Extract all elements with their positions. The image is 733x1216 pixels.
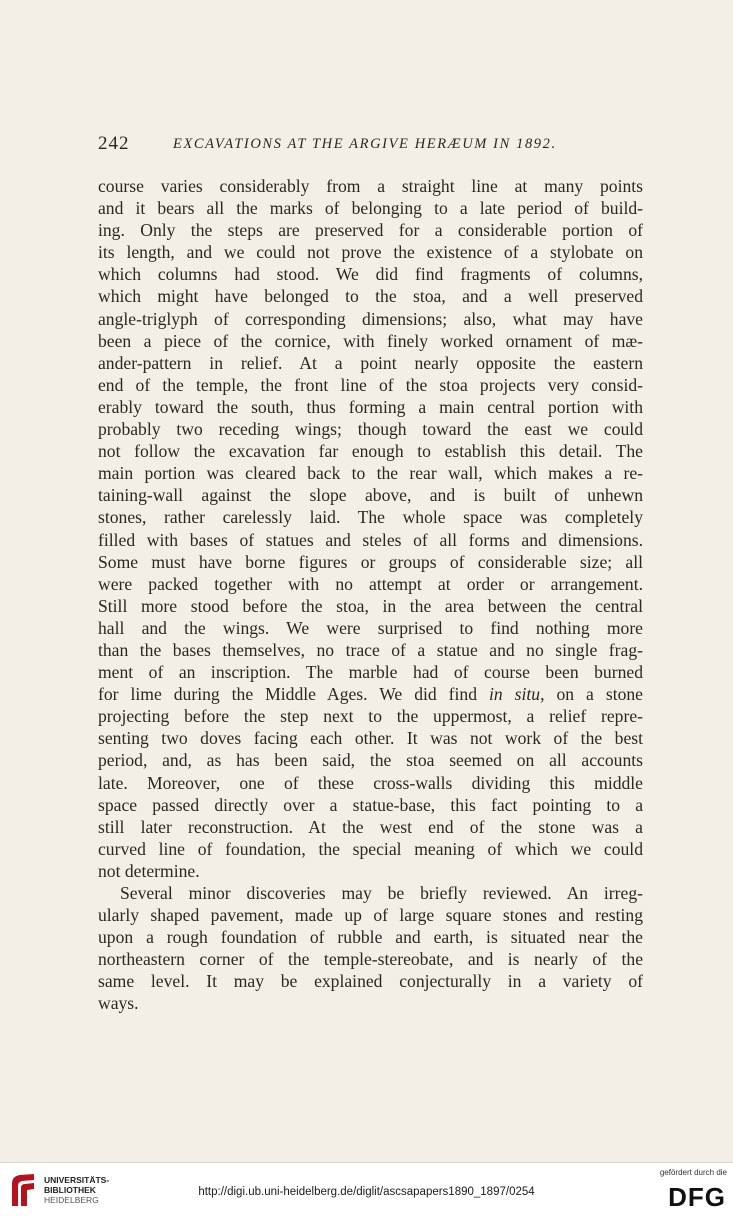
text-line: hall and the wings. We were surprised to find nothing more (98, 617, 643, 638)
text-line: not determine. (98, 860, 200, 881)
text-line: were packed together with no attempt at order or arrangement. (98, 573, 643, 594)
text-line: late. Moreover, one of these cross-walls dividing this middle (98, 772, 643, 793)
text-line: than the bases themselves, no trace of a statue and no single frag- (98, 639, 643, 660)
running-title: EXCAVATIONS AT THE ARGIVE HERÆUM IN 1892. (173, 136, 557, 152)
text-line: ander-pattern in relief. At a point nearly opposite the eastern (98, 352, 643, 373)
text-line: Several minor discoveries may be briefly reviewed. An irreg- (120, 883, 643, 903)
italic-term: in situ (489, 684, 541, 705)
funder-logo: DFG (668, 1182, 726, 1212)
text-line: ways. (98, 993, 139, 1014)
text-line: filled with bases of statues and steles of all forms and dimensions. (98, 529, 643, 550)
body-text (98, 175, 643, 1015)
text-line: and it bears all the marks of belonging to a late period of build- (98, 198, 643, 219)
library-name-line: BIBLIOTHEK (44, 1185, 96, 1195)
text-line: projecting before the step next to the uppermost, a relief repre- (98, 706, 643, 727)
text-line: course varies considerably from a straight line at many points (98, 176, 643, 196)
text-line: period, and, as has been said, the stoa seemed on all accounts (98, 750, 643, 771)
page-number: 242 (98, 133, 130, 154)
text-line: main portion was cleared back to the rear wall, which makes a re- (98, 463, 643, 484)
text-line: which columns had stood. We did find fragments of columns, (98, 264, 643, 285)
text-span: for lime during the Middle Ages. We did find (98, 684, 478, 705)
text-line: Still more stood before the stoa, in the area between the central (98, 595, 643, 616)
text-line: ularly shaped pavement, made up of large square stones and resting (98, 905, 643, 926)
text-line-in-situ (98, 683, 643, 705)
library-name-line: HEIDELBERG (44, 1195, 99, 1205)
text-line: end of the temple, the front line of the stoa projects very consid- (98, 374, 643, 395)
text-line: Some must have borne figures or groups of considerable size; all (98, 551, 643, 572)
funded-by-label: gefördert durch die (659, 1168, 727, 1177)
text-line: angle-triglyph of corresponding dimensions; also, what may have (98, 308, 643, 329)
text-line: not follow the excavation far enough to establish this detail. The (98, 441, 643, 462)
text-line: upon a rough foundation of rubble and earth, is situated near the (98, 927, 643, 948)
running-head (98, 133, 658, 157)
text-line: which might have belonged to the stoa, and a well preserved (98, 286, 643, 307)
text-line: space passed directly over a statue-base, this fact pointing to a (98, 794, 643, 815)
text-line: its length, and we could not prove the existence of a stylobate on (98, 242, 643, 263)
text-line: erably toward the south, thus forming a main central portion with (98, 396, 643, 417)
text-line: same level. It may be explained conjecturally in a variety of (98, 971, 643, 992)
text-line: stones, rather carelessly laid. The whole space was completely (98, 507, 643, 528)
library-name-line: UNIVERSITÄTS- (44, 1175, 110, 1185)
text-line: still later reconstruction. At the west end of the stone was a (98, 816, 643, 837)
text-line: probably two receding wings; though toward the east we could (98, 419, 643, 440)
text-line: been a piece of the cornice, with finely worked ornament of mæ- (98, 330, 643, 351)
text-line: ment of an inscription. The marble had of course been burned (98, 662, 643, 683)
text-line: northeastern corner of the temple-stereobate, and is nearly of the (98, 949, 643, 970)
permalink-url[interactable]: http://digi.ub.uni-heidelberg.de/diglit/ascsapapers1890_1897/0254 (198, 1186, 535, 1198)
text-line: curved line of foundation, the special meaning of which we could (98, 838, 643, 859)
text-line: senting two doves facing each other. It was not work of the best (98, 728, 643, 749)
text-line: taining-wall against the slope above, and is built of unhewn (98, 485, 643, 506)
text-line: ing. Only the steps are preserved for a considerable portion of (98, 220, 643, 241)
footer-divider (0, 1162, 733, 1163)
text-span: , on a stone (540, 684, 643, 705)
